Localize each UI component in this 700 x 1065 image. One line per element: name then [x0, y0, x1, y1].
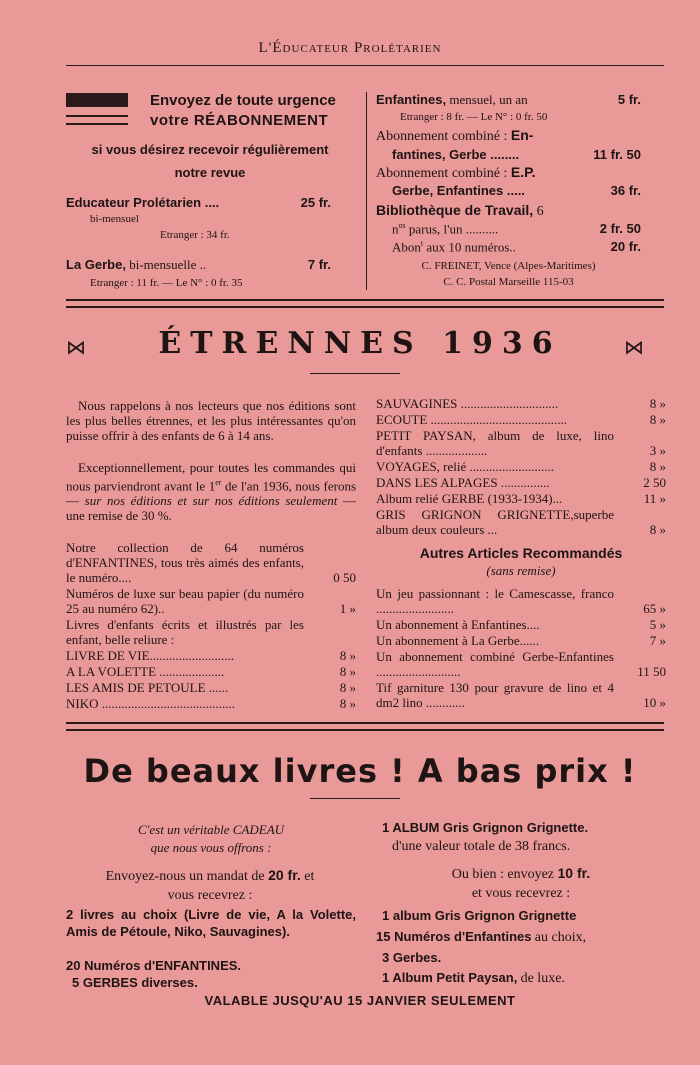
combo1-line-1 — [376, 127, 533, 145]
etrennes-left-item — [66, 680, 356, 695]
other-article-item — [376, 617, 666, 632]
etrennes-right-item — [376, 491, 666, 506]
album-line-a: 1 ALBUM Gris Grignon Grignette. — [382, 820, 589, 835]
column-divider — [366, 92, 367, 290]
promo-underline — [310, 798, 400, 799]
other-articles-list — [376, 586, 666, 711]
other-article-item-label: Un jeu passionnant : le Camescasse, franco ........................ — [376, 586, 614, 616]
etrennes-right-item-price: 8 » — [649, 396, 666, 411]
educ-line — [66, 195, 331, 210]
send20-text-a: Envoyez-nous un mandat de — [105, 869, 265, 884]
abon10-price: 20 fr. — [610, 239, 641, 255]
black-bar-decoration — [66, 93, 128, 107]
etrennes-left-item-label: Notre collection de 64 numéros d'ENFANTINES, tous très aimés des enfants, le numéro.... — [66, 540, 304, 585]
etrennes-title: ÉTRENNES 1936 — [158, 326, 562, 361]
offer20-item-3: 5 GERBES diverses. — [72, 975, 198, 990]
combo2-label-a: Abonnement combiné : — [376, 166, 508, 181]
etrennes-right-item-label: DANS LES ALPAGES ............... — [376, 475, 550, 490]
promo-send20 — [60, 866, 360, 905]
gerbe-foreign-price: Etranger : 11 fr. — Le N° : 0 fr. 35 — [90, 277, 243, 289]
abon10-line — [392, 239, 641, 255]
offer10-item-4-a: 1 Album Petit Paysan, — [382, 970, 518, 985]
other-article-item-price: 5 » — [649, 617, 666, 632]
biblio-label-sup: os — [398, 221, 406, 230]
etrennes-right-item-label: ECOUTE .......................................... — [376, 412, 568, 427]
combo1-label-a: Abonnement combiné : — [376, 129, 508, 144]
intro2-italic: sur nos éditions et sur nos éditions seulement — [79, 493, 343, 509]
abon10-label: Abon — [392, 239, 421, 255]
intro2-part-b: de l'an 1936, nous ferons — — [66, 478, 357, 509]
other-articles-title: Autres Articles Recommandés — [419, 545, 623, 561]
educ-foreign-price: Etranger : 34 fr. — [160, 229, 230, 241]
educ-frequency: bi-mensuel — [90, 213, 139, 225]
enfantines-name: Enfantines, — [376, 92, 447, 107]
send20-text-d: vous recevrez : — [167, 888, 253, 903]
etrennes-left-item-price: 8 » — [339, 664, 356, 679]
gerbe-line — [66, 257, 331, 273]
promo-cadeau-2: que nous vous offrons : — [150, 840, 272, 855]
gerbe-name-group — [66, 257, 308, 273]
subscription-headline-2: votre RÉABONNEMENT — [150, 112, 329, 129]
biblio-label-d: parus, l'un .......... — [408, 221, 499, 237]
etrennes-left-item — [66, 586, 356, 616]
page-header: L'Éducateur Prolétarien — [258, 40, 442, 56]
other-article-item-label: Un abonnement à Enfantines.... — [376, 617, 540, 632]
etrennes-right-item-price: 11 » — [643, 491, 666, 506]
etrennes-left-item-price: 1 » — [339, 601, 356, 616]
etrennes-right-item-label: PETIT PAYSAN, album de luxe, lino d'enfants ................... — [376, 428, 614, 458]
educ-name: Educateur Prolétarien .... — [66, 195, 220, 210]
abon10-label-group — [392, 239, 611, 255]
bowtie-right-icon: ⋈ — [624, 337, 644, 359]
etrennes-right-item-price: 8 » — [649, 412, 666, 427]
validity-notice: VALABLE JUSQU'AU 15 JANVIER SEULEMENT — [204, 993, 516, 1008]
etrennes-right-item-price: 2 50 — [643, 475, 666, 490]
promo-cadeau-1: C'est un véritable CADEAU — [137, 822, 285, 837]
etrennes-right-item-label: Album relié GERBE (1933-1934)... — [376, 491, 563, 506]
send10-text-c: et vous recevrez : — [471, 886, 571, 901]
other-articles-subtitle: (sans remise) — [486, 563, 556, 578]
etrennes-right-item-label: VOYAGES, relié .......................... — [376, 459, 555, 474]
etrennes-right-item — [376, 475, 666, 490]
album-line-b: d'une valeur totale de 38 francs. — [392, 839, 571, 854]
section-divider-1 — [66, 299, 664, 308]
subscription-sub-2: notre revue — [174, 165, 246, 180]
offer10-item-2 — [376, 929, 586, 946]
etrennes-left-item — [66, 648, 356, 663]
enfantines-price: 5 fr. — [617, 92, 641, 107]
subscription-headline-1: Envoyez de toute urgence — [150, 92, 336, 109]
biblio-label-b: 6 — [536, 204, 544, 219]
combo2-line-1 — [376, 164, 536, 182]
etrennes-right-item — [376, 507, 666, 537]
etrennes-left-item-price: 8 » — [339, 648, 356, 663]
etrennes-right-item-price: 8 » — [649, 522, 666, 537]
enfantines-line — [376, 92, 641, 108]
etrennes-right-item-label: SAUVAGINES .............................. — [376, 396, 559, 411]
combo1-line-2 — [392, 147, 641, 162]
combo2-price: 36 fr. — [610, 183, 641, 198]
enfantines-frequency: mensuel, un an — [449, 92, 528, 107]
biblio-line-1 — [376, 202, 544, 220]
etrennes-right-item — [376, 459, 666, 474]
abon10-label-b: aux 10 numéros.. — [426, 239, 516, 255]
other-article-item — [376, 586, 666, 616]
other-article-item-price: 65 » — [643, 601, 666, 616]
intro2-part-a: Exceptionnellement, pour toutes les commandes qui nous parviendront avant le 1 — [66, 460, 356, 494]
etrennes-left-item-price: 8 » — [339, 680, 356, 695]
offer10-item-3: 3 Gerbes. — [382, 950, 442, 965]
other-article-item-label: Un abonnement combiné Gerbe-Enfantines .......................... — [376, 649, 614, 679]
send10-amount: 10 fr. — [557, 865, 591, 881]
intro2-sup: er — [215, 478, 222, 487]
offer20-item-2: 20 Numéros d'ENFANTINES. — [66, 958, 242, 973]
etrennes-left-item-price: 0 50 — [333, 570, 356, 585]
other-article-item-price: 11 50 — [637, 664, 666, 679]
other-article-item-label: Tif garniture 130 pour gravure de lino et 4 dm2 lino ............ — [376, 680, 614, 710]
section-divider-2 — [66, 722, 664, 731]
etrennes-left-item-label: LES AMIS DE PETOULE ...... — [66, 680, 229, 695]
thin-bars-decoration — [66, 115, 128, 125]
offer10-item-2-b: au choix, — [534, 930, 587, 945]
etrennes-left-item-label: NIKO ......................................... — [66, 696, 235, 711]
offer10-item-2-a: 15 Numéros d'Enfantines — [376, 929, 532, 944]
etrennes-left-item-label: LIVRE DE VIE.......................... — [66, 648, 235, 663]
etrennes-left-item-label: Numéros de luxe sur beau papier (du numéro 25 au numéro 62).. — [66, 586, 304, 616]
combo1-label-b: En- — [510, 127, 534, 143]
gerbe-price: 7 fr. — [307, 257, 331, 272]
offer10-item-1: 1 album Gris Grignon Grignette — [382, 908, 577, 923]
combo1-price: 11 fr. 50 — [593, 147, 641, 162]
promo-title: De beaux livres ! A bas prix ! — [83, 752, 637, 790]
biblio-line-2 — [392, 221, 641, 237]
abon10-sup: t — [420, 239, 424, 248]
etrennes-left-item-price: 8 » — [339, 696, 356, 711]
etrennes-right-item-label: GRIS GRIGNON GRIGNETTE,superbe album deux couleurs ... — [376, 507, 614, 537]
other-article-item — [376, 633, 666, 648]
bowtie-left-icon: ⋈ — [66, 337, 86, 359]
send10-text-a: Ou bien : envoyez — [451, 867, 555, 882]
other-article-item-price: 7 » — [649, 633, 666, 648]
other-article-item — [376, 680, 666, 710]
etrennes-underline — [310, 373, 400, 374]
etrennes-right-item — [376, 412, 666, 427]
biblio-count-group — [392, 221, 600, 237]
combo2-label-b: E.P. — [510, 164, 536, 180]
biblio-label-a: Bibliothèque de Travail, — [376, 202, 534, 218]
etrennes-intro-1: Nous rappelons à nos lecteurs que nos éditions sont les plus belles étrennes, et les plus intéressantes qu'on puisse offrir à des enfants de 6 à 14 ans. — [66, 398, 356, 443]
gerbe-name: La Gerbe, — [66, 257, 126, 272]
send20-amount: 20 fr. — [268, 867, 301, 883]
send20-text-c: et — [304, 869, 315, 884]
etrennes-left-item-label: Livres d'enfants écrits et illustrés par les enfant, belle reliure : — [66, 617, 304, 647]
etrennes-right-item-price: 8 » — [649, 459, 666, 474]
etrennes-left-item — [66, 617, 356, 647]
etrennes-right-item — [376, 396, 666, 411]
other-article-item-label: Un abonnement à La Gerbe...... — [376, 633, 540, 648]
educ-price: 25 fr. — [300, 195, 331, 210]
etrennes-right-list — [376, 396, 666, 538]
other-article-item-price: 10 » — [643, 695, 666, 710]
address-line-1: C. FREINET, Vence (Alpes-Maritimes) — [421, 260, 596, 272]
offer20-item-1: 2 livres au choix (Livre de vie, A la Volette, Amis de Pétoule, Niko, Sauvagines). — [66, 907, 356, 939]
etrennes-left-item — [66, 696, 356, 711]
etrennes-right-item — [376, 428, 666, 458]
header-rule — [66, 65, 664, 66]
combo1-label-c: fantines, Gerbe ........ — [392, 147, 520, 162]
etrennes-left-list — [66, 540, 356, 712]
other-article-item — [376, 649, 666, 679]
intro2-part-c: — une remise de 30 %. — [66, 493, 356, 524]
offer10-item-4-b: de luxe. — [520, 971, 565, 986]
gerbe-frequency: bi-mensuelle .. — [129, 257, 207, 272]
combo2-label-c: Gerbe, Enfantines ..... — [392, 183, 525, 198]
etrennes-left-item — [66, 664, 356, 679]
biblio-label-c: n — [392, 221, 399, 237]
offer10-item-4 — [382, 970, 565, 987]
subscription-sub-1: si vous désirez recevoir régulièrement — [91, 142, 329, 157]
promo-send10 — [376, 864, 666, 903]
etrennes-left-item-label: A LA VOLETTE .................... — [66, 664, 225, 679]
enfantines-name-group — [376, 92, 618, 108]
biblio-price: 2 fr. 50 — [599, 221, 641, 237]
etrennes-intro-2 — [66, 460, 356, 523]
etrennes-right-item-price: 3 » — [649, 443, 666, 458]
address-line-2: C. C. Postal Marseille 115-03 — [443, 276, 574, 288]
etrennes-left-item — [66, 540, 356, 585]
enfantines-foreign-price: Etranger : 8 fr. — Le N° : 0 fr. 50 — [400, 111, 548, 123]
combo2-line-2 — [392, 183, 641, 198]
